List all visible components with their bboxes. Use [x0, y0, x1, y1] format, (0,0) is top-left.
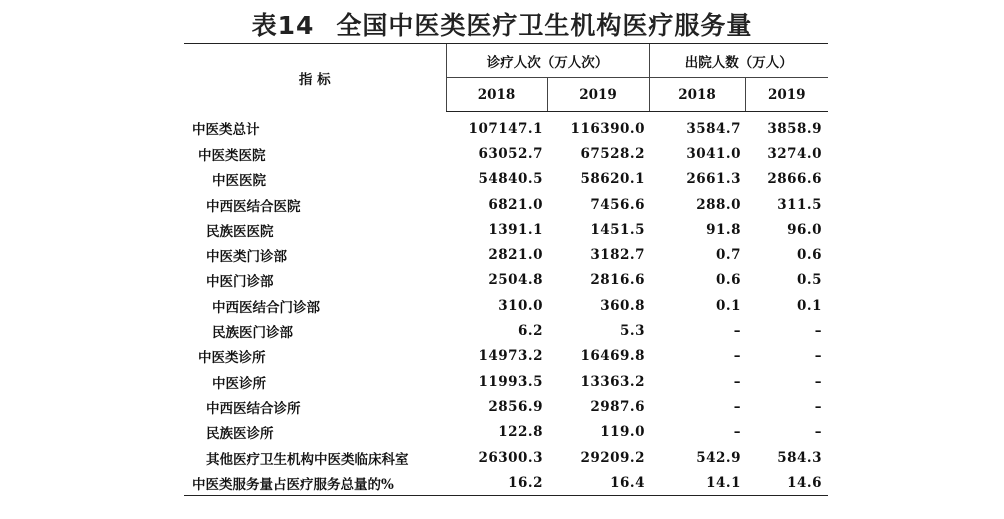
cell-discharges-2019: –	[814, 323, 822, 340]
cell-visits-2019: 3182.7	[590, 247, 645, 264]
cell-discharges-2019: 584.3	[777, 449, 822, 466]
table-title-text: 全国中医类医疗卫生机构医疗服务量	[336, 11, 753, 40]
row-label: 中医类医院	[198, 147, 266, 164]
year-header-discharges-2019: 2019	[745, 78, 828, 112]
cell-visits-2018: 14973.2	[478, 348, 543, 365]
table-title	[0, 6, 1004, 42]
row-label: 中医类门诊部	[206, 249, 287, 266]
cell-discharges-2018: 0.6	[716, 272, 741, 289]
cell-visits-2018: 26300.3	[478, 449, 543, 466]
cell-discharges-2018: 0.7	[716, 247, 741, 264]
cell-discharges-2018: 0.1	[716, 297, 741, 314]
row-label: 中医门诊部	[206, 274, 274, 291]
cell-discharges-2019: 3274.0	[767, 145, 822, 162]
statistics-table	[184, 43, 828, 496]
cell-visits-2019: 119.0	[600, 424, 645, 441]
table-row	[184, 192, 828, 217]
cell-visits-2019: 29209.2	[580, 449, 645, 466]
table-row	[184, 394, 828, 419]
cell-visits-2018: 1391.1	[488, 221, 543, 238]
row-label: 中医医院	[212, 173, 266, 190]
row-label: 民族医门诊部	[212, 325, 293, 342]
cell-visits-2019: 116390.0	[570, 120, 645, 137]
row-label: 民族医诊所	[206, 426, 274, 443]
row-label: 中医类诊所	[198, 350, 266, 367]
cell-visits-2019: 360.8	[600, 297, 645, 314]
cell-discharges-2018: –	[733, 323, 741, 340]
cell-discharges-2019: 2866.6	[767, 171, 822, 188]
table-row	[184, 318, 828, 343]
cell-discharges-2018: 3041.0	[686, 145, 741, 162]
cell-discharges-2019: 311.5	[777, 196, 822, 213]
year-header-visits-2019: 2019	[547, 78, 649, 112]
table-row	[184, 141, 828, 166]
cell-visits-2018: 6.2	[518, 323, 543, 340]
cell-visits-2018: 6821.0	[488, 196, 543, 213]
cell-discharges-2018: 288.0	[696, 196, 741, 213]
cell-discharges-2019: –	[814, 398, 822, 415]
table-row	[184, 445, 828, 470]
cell-discharges-2018: –	[733, 348, 741, 365]
table-row	[184, 217, 828, 242]
cell-discharges-2018: –	[733, 398, 741, 415]
table-row	[184, 167, 828, 192]
indicator-header: 指 标	[184, 44, 446, 112]
year-header-visits-2018: 2018	[446, 78, 547, 112]
cell-discharges-2019: 3858.9	[767, 120, 822, 137]
cell-visits-2019: 2987.6	[590, 398, 645, 415]
table-row	[184, 268, 828, 293]
cell-visits-2018: 2856.9	[488, 398, 543, 415]
table-row	[184, 470, 828, 496]
cell-discharges-2019: 0.1	[797, 297, 822, 314]
row-label: 中医类服务量占医疗服务总量的%	[184, 470, 446, 496]
cell-discharges-2018: –	[733, 424, 741, 441]
cell-visits-2019: 13363.2	[580, 373, 645, 390]
table-number: 表14	[251, 11, 315, 40]
cell-visits-2019: 16.4	[547, 470, 649, 496]
table-row	[184, 344, 828, 369]
cell-discharges-2019: 0.6	[797, 247, 822, 264]
cell-visits-2018: 310.0	[498, 297, 543, 314]
table-row	[184, 369, 828, 394]
cell-discharges-2018: 3584.7	[686, 120, 741, 137]
cell-visits-2018: 54840.5	[478, 171, 543, 188]
cell-discharges-2018: 542.9	[696, 449, 741, 466]
cell-visits-2019: 1451.5	[590, 221, 645, 238]
cell-visits-2018: 11993.5	[478, 373, 543, 390]
year-header-discharges-2018: 2018	[649, 78, 745, 112]
cell-visits-2019: 58620.1	[580, 171, 645, 188]
row-label: 中医诊所	[212, 375, 266, 392]
cell-visits-2018: 107147.1	[468, 120, 543, 137]
table-row	[184, 112, 828, 142]
row-label: 中西医结合诊所	[206, 400, 301, 417]
cell-visits-2019: 7456.6	[590, 196, 645, 213]
cell-visits-2018: 63052.7	[478, 145, 543, 162]
visits-group-header: 诊疗人次（万人次）	[446, 44, 649, 78]
cell-visits-2019: 16469.8	[580, 348, 645, 365]
discharges-group-header: 出院人数（万人）	[649, 44, 828, 78]
row-label: 中西医结合门诊部	[212, 299, 320, 316]
cell-discharges-2018: 14.1	[649, 470, 745, 496]
row-label: 其他医疗卫生机构中医类临床科室	[206, 451, 409, 468]
cell-discharges-2019: –	[814, 348, 822, 365]
cell-visits-2018: 16.2	[446, 470, 547, 496]
cell-visits-2018: 2821.0	[488, 247, 543, 264]
cell-discharges-2018: 91.8	[706, 221, 741, 238]
cell-discharges-2019: –	[814, 424, 822, 441]
cell-discharges-2019: 96.0	[787, 221, 822, 238]
row-label: 民族医医院	[206, 223, 274, 240]
row-label: 中西医结合医院	[206, 198, 301, 215]
cell-discharges-2019: 14.6	[745, 470, 828, 496]
cell-visits-2019: 2816.6	[590, 272, 645, 289]
cell-visits-2018: 122.8	[498, 424, 543, 441]
cell-visits-2019: 5.3	[620, 323, 645, 340]
table-row	[184, 242, 828, 267]
cell-discharges-2019: –	[814, 373, 822, 390]
cell-visits-2018: 2504.8	[488, 272, 543, 289]
cell-discharges-2019: 0.5	[797, 272, 822, 289]
cell-discharges-2018: –	[733, 373, 741, 390]
table-row	[184, 293, 828, 318]
cell-discharges-2018: 2661.3	[686, 171, 741, 188]
row-label: 中医类总计	[192, 122, 260, 139]
cell-visits-2019: 67528.2	[580, 145, 645, 162]
table-row	[184, 420, 828, 445]
